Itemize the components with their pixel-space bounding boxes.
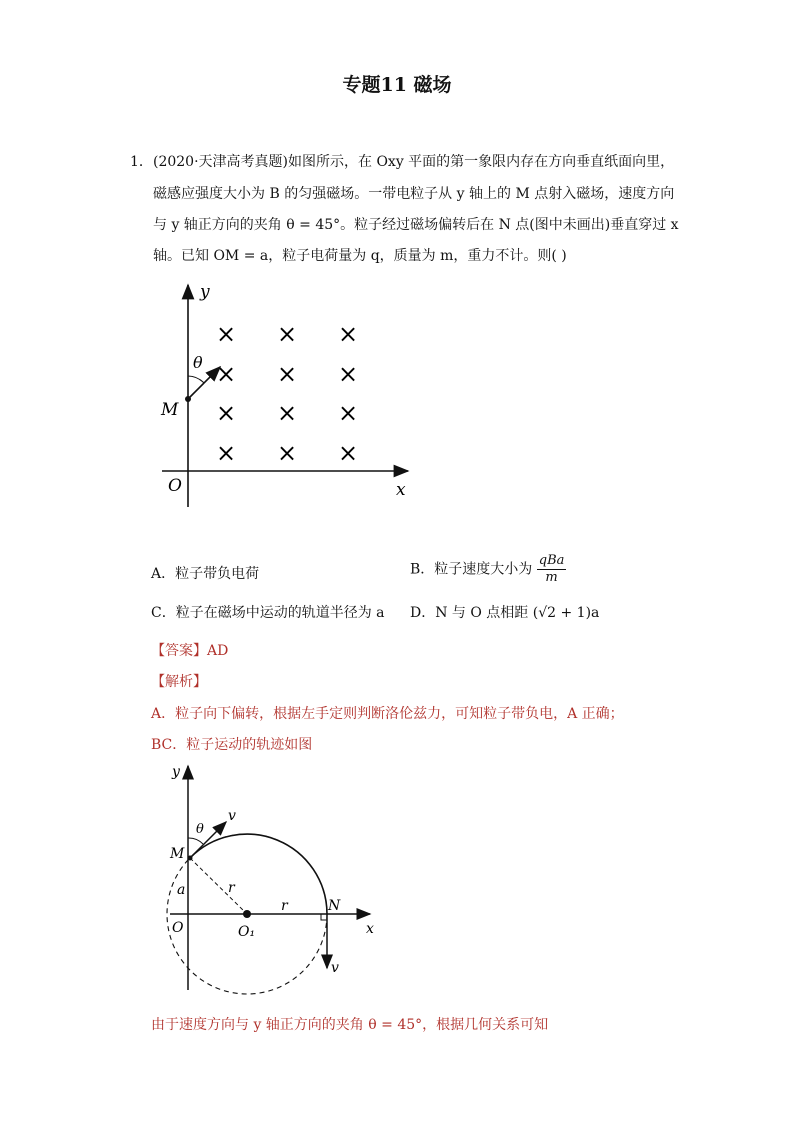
answer-line: 【答案】AD	[151, 643, 229, 659]
om-length-label: a	[177, 882, 186, 898]
analysis-bc-line: BC．粒子运动的轨迹如图	[151, 737, 313, 753]
velocity-fraction	[537, 553, 567, 586]
field-cross-grid	[216, 320, 358, 467]
field-cross-mark: ×	[215, 320, 237, 348]
angle-arc	[188, 376, 204, 383]
radius-label-2: r	[281, 898, 288, 914]
point-m-label: M	[161, 400, 179, 420]
velocity-label-n: v	[331, 960, 339, 976]
question-line: 轴。已知 OM = a，粒子电荷量为 q，质量为 m，重力不计。则( )	[153, 248, 567, 264]
y-axis-label: y	[172, 764, 180, 780]
field-cross-mark: ×	[337, 439, 359, 467]
trajectory-arc	[190, 834, 327, 914]
radius-line	[190, 858, 247, 914]
option-b-text: B．粒子速度大小为	[410, 561, 533, 578]
option-b	[410, 553, 566, 586]
analysis-a-line: A．粒子向下偏转，根据左手定则判断洛伦兹力，可知粒子带负电，A 正确；	[151, 706, 624, 722]
velocity-label-m: v	[228, 808, 236, 824]
x-axis-label: x	[396, 480, 406, 500]
x-axis-label: x	[366, 921, 374, 937]
field-cross-mark: ×	[337, 399, 359, 427]
option-d: D．N 与 O 点相距 (√2 + 1)a	[410, 605, 600, 621]
fraction-numerator: qBa	[538, 553, 565, 568]
question-line: (2020·天津高考真题)如图所示，在 Oxy 平面的第一象限内存在方向垂直纸面向里，	[153, 154, 675, 170]
field-cross-mark: ×	[276, 360, 298, 388]
field-cross-mark: ×	[276, 439, 298, 467]
origin-label: O	[168, 476, 182, 496]
magnetic-field-figure	[150, 275, 430, 515]
field-cross-mark: ×	[215, 360, 237, 388]
field-cross-mark: ×	[215, 439, 237, 467]
field-cross-mark: ×	[276, 320, 298, 348]
question-line: 与 y 轴正方向的夹角 θ = 45°。粒子经过磁场偏转后在 N 点(图中未画出)垂直穿过 x	[153, 217, 679, 233]
theta-label: θ	[193, 353, 203, 372]
radius-label-1: r	[228, 880, 235, 896]
field-cross-mark: ×	[215, 399, 237, 427]
question-number: 1．	[130, 154, 153, 170]
analysis-label: 【解析】	[151, 674, 207, 690]
point-n-label: N	[328, 898, 341, 914]
question-line: 磁感应强度大小为 B 的匀强磁场。一带电粒子从 y 轴上的 M 点射入磁场，速度方向	[153, 186, 675, 202]
analysis-final-line: 由于速度方向与 y 轴正方向的夹角 θ = 45°，根据几何关系可知	[151, 1017, 549, 1033]
origin-label: O	[172, 920, 184, 936]
field-cross-mark: ×	[337, 360, 359, 388]
trajectory-figure	[150, 758, 390, 1008]
y-axis-label: y	[200, 282, 210, 302]
page-title: 专题11 磁场	[342, 74, 452, 96]
option-c: C．粒子在磁场中运动的轨道半径为 a	[151, 605, 385, 621]
field-cross-mark: ×	[337, 320, 359, 348]
right-angle-mark	[321, 914, 327, 920]
theta-label: θ	[196, 822, 204, 837]
center-label: O₁	[238, 924, 256, 940]
point-m-label: M	[170, 846, 185, 862]
option-a: A．粒子带负电荷	[151, 566, 260, 582]
fraction-denominator: m	[545, 570, 558, 585]
field-cross-mark: ×	[276, 399, 298, 427]
angle-arc	[188, 838, 203, 844]
